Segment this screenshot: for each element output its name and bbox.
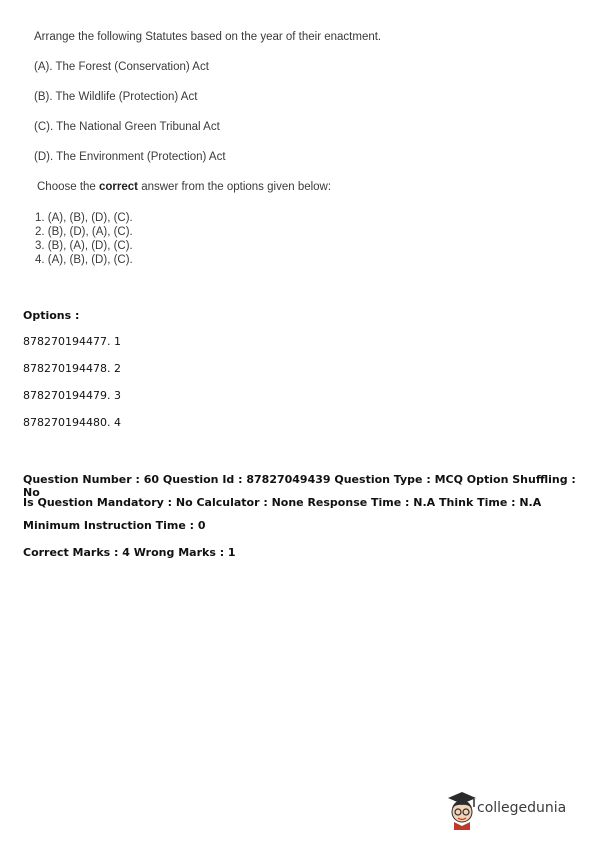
choose-instruction: Choose the correct answer from the options given below: xyxy=(37,181,332,193)
collegedunia-logo xyxy=(445,790,585,830)
logo-text: collegedunia xyxy=(477,800,567,816)
meta-line-1: Question Number : 60 Question Id : 87827049439 Question Type : MCQ Option Shuffling : No xyxy=(23,473,576,499)
meta-line-3: Minimum Instruction Time : 0 xyxy=(23,519,206,532)
question-block xyxy=(34,30,574,266)
statement-c: (C). The National Green Tribunal Act xyxy=(34,121,220,133)
answer-option: 1. (A), (B), (D), (C). xyxy=(35,212,133,224)
meta-line-2: Is Question Mandatory : No Calculator : None Response Time : N.A Think Time : N.A xyxy=(23,496,542,509)
option-id-1: 878270194477. 1 xyxy=(23,335,121,348)
mascot-icon xyxy=(445,790,479,830)
statement-b: (B). The Wildlife (Protection) Act xyxy=(34,91,198,103)
choose-bold-word: correct xyxy=(99,181,139,193)
option-id-2: 878270194478. 2 xyxy=(23,362,121,375)
options-heading: Options : xyxy=(23,309,80,322)
statement-d: (D). The Environment (Protection) Act xyxy=(34,151,226,163)
answer-option: 2. (B), (D), (A), (C). xyxy=(35,226,133,238)
answer-options-list xyxy=(35,211,133,267)
question-prompt: Arrange the following Statutes based on the year of their enactment. xyxy=(34,31,382,43)
meta-line-4: Correct Marks : 4 Wrong Marks : 1 xyxy=(23,546,236,559)
answer-option: 4. (A), (B), (D), (C). xyxy=(35,254,133,266)
statement-a: (A). The Forest (Conservation) Act xyxy=(34,61,209,73)
answer-option: 3. (B), (A), (D), (C). xyxy=(35,240,133,252)
option-id-4: 878270194480. 4 xyxy=(23,416,121,429)
option-id-3: 878270194479. 3 xyxy=(23,389,121,402)
